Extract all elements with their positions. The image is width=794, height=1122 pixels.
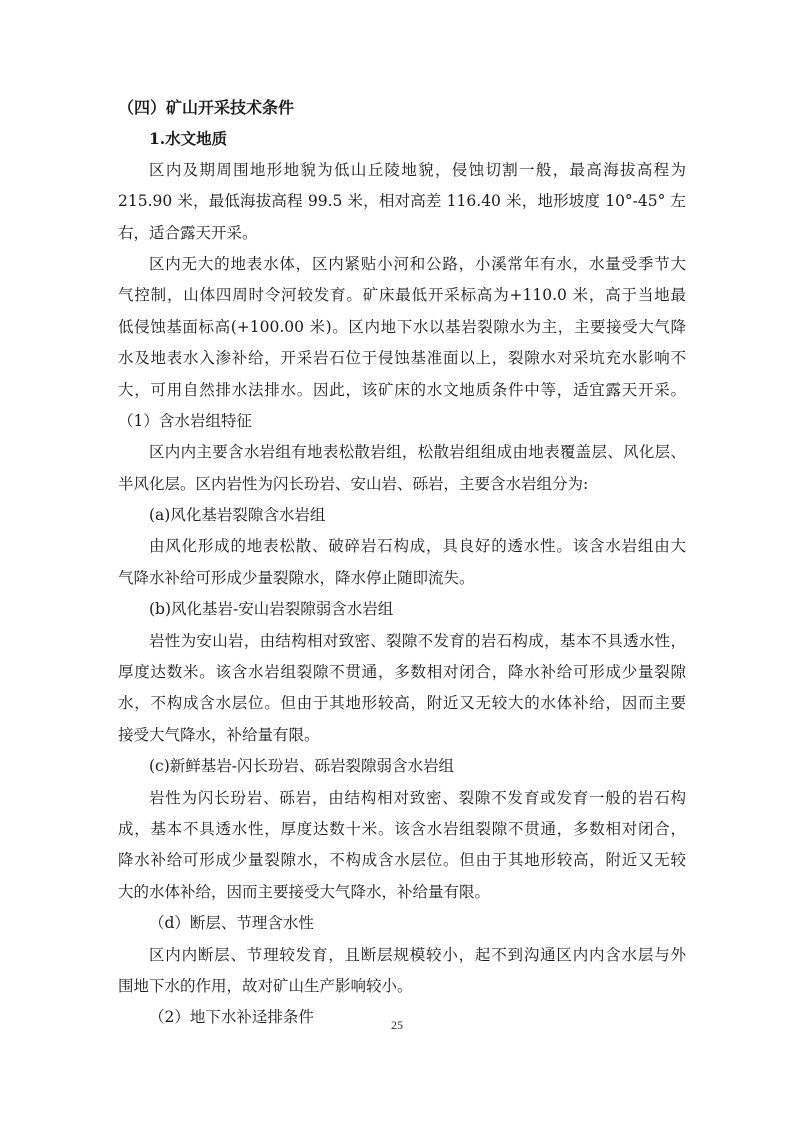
- text-line: 右，适合露天开采。: [118, 223, 258, 242]
- text-line: 由风化形成的地表松散、破碎岩石构成，具良好的透水性。该含水岩组由大: [149, 537, 686, 556]
- heading-aquifer-features: （1）含水岩组特征: [118, 411, 252, 430]
- paragraph-aquifer-groups: [118, 437, 686, 500]
- text-line: 岩性为闪长玢岩、砾岩，由结构相对致密、裂隙不发育或发育一般的岩石构: [149, 788, 686, 807]
- text-line: 区内内主要含水岩组有地表松散岩组，松散岩组组成由地表覆盖层、风化层、: [149, 443, 686, 462]
- page-body: [118, 92, 686, 1034]
- text-line: 厚度达数米。该含水岩组裂隙不贯通，多数相对闭合，降水补给可形成少量裂隙: [118, 663, 686, 682]
- text-line: 岩性为安山岩，由结构相对致密、裂隙不发育的岩石构成，基本不具透水性，: [149, 631, 686, 650]
- heading-andesite: (b)风化基岩-安山岩裂隙弱含水岩组: [149, 600, 394, 619]
- text-line: 水及地表水入渗补给，开采岩石位于侵蚀基准面以上，裂隙水对采坑充水影响不: [118, 349, 686, 368]
- text-line: 区内内断层、节理较发育，且断层规模较小，起不到沟通区内内含水层与外: [149, 945, 686, 964]
- heading-groundwater-recharge: （2）地下水补迳排条件: [149, 1008, 314, 1027]
- text-line: 围地下水的作用，故对矿山生产影响较小。: [118, 976, 413, 995]
- section-heading: （四）矿山开采技术条件: [118, 98, 295, 117]
- text-line: 区内无大的地表水体，区内紧贴小河和公路，小溪常年有水，水量受季节大: [149, 254, 686, 273]
- page-number: 25: [391, 1018, 403, 1032]
- text-line: 水，不构成含水层位。但由于其地形较高，附近又无较大的水体补给，因而主要: [118, 694, 686, 713]
- text-line: 成，基本不具透水性，厚度达数十米。该含水岩组裂隙不贯通，多数相对闭合，: [118, 819, 686, 838]
- subsection-heading: 1.水文地质: [149, 129, 228, 149]
- text-line: 半风化层。区内岩性为闪长玢岩、安山岩、砾岩，主要含水岩组分为:: [118, 474, 589, 493]
- heading-fresh-bedrock: (c)新鲜基岩-闪长玢岩、砾岩裂隙弱含水岩组: [149, 757, 455, 776]
- text-line: 大，可用自然排水法排水。因此，该矿床的水文地质条件中等，适宜露天开采。: [118, 380, 686, 399]
- paragraph-andesite: [118, 626, 686, 752]
- paragraph-fresh-bedrock: [118, 783, 686, 909]
- text-line: 接受大气降水，补给量有限。: [118, 725, 320, 744]
- text-line: 区内及期周围地形地貌为低山丘陵地貌，侵蚀切割一般，最高海拔高程为: [149, 160, 686, 179]
- text-line: 215.90 米，最低海拔高程 99.5 米，相对高差 116.40 米，地形坡度 10°-45° 左: [118, 192, 686, 211]
- paragraph-terrain: [118, 155, 686, 249]
- text-line: 气控制，山体四周时令河较发育。矿床最低开采标高为+110.0 米，高于当地最: [118, 286, 686, 305]
- paragraph-weathered-bedrock: [118, 531, 686, 594]
- text-line: 低侵蚀基面标高(+100.00 米)。区内地下水以基岩裂隙水为主，主要接受大气降: [118, 317, 686, 336]
- heading-faults-joints: （d）断层、节理含水性: [149, 914, 314, 933]
- heading-weathered-bedrock: (a)风化基岩裂隙含水岩组: [149, 506, 326, 525]
- paragraph-faults-joints: [118, 940, 686, 1003]
- paragraph-surface-water: [118, 249, 686, 406]
- text-line: 气降水补给可形成少量裂隙水，降水停止随即流失。: [118, 568, 475, 587]
- text-line: 大的水体补给，因而主要接受大气降水，补给量有限。: [118, 882, 491, 901]
- text-line: 降水补给可形成少量裂隙水，不构成含水层位。但由于其地形较高，附近又无较: [118, 851, 686, 870]
